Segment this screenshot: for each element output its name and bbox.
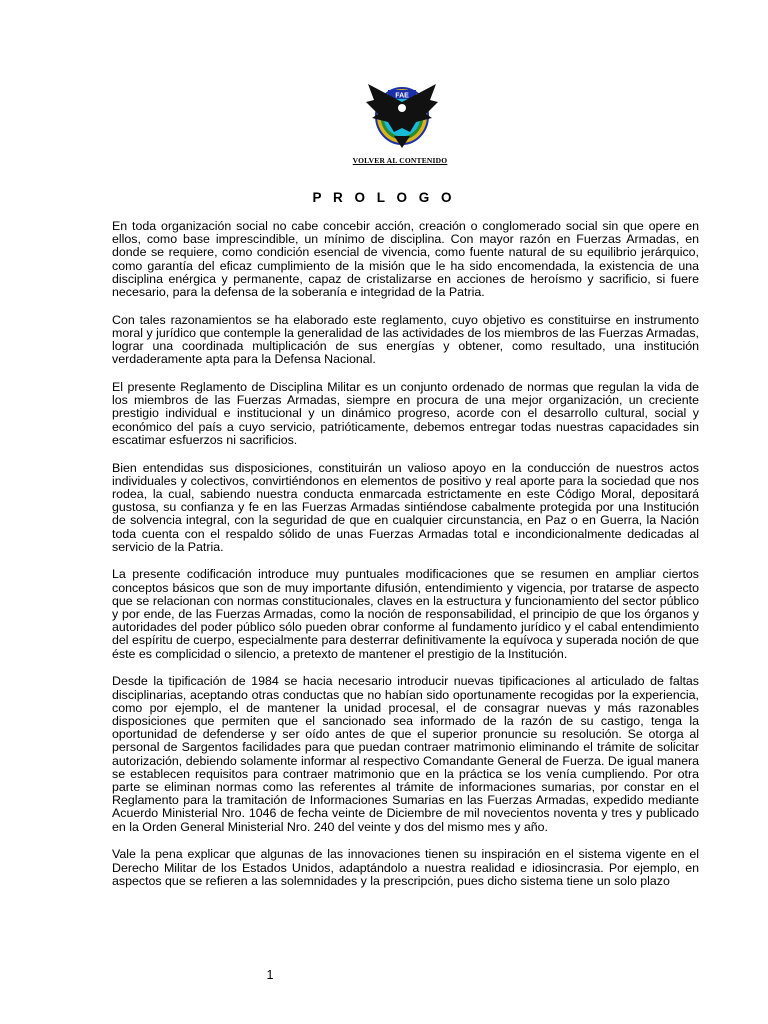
paragraph: Vale la pena explicar que algunas de las innovaciones tienen su inspiración en el sistema vigente en el Derecho Militar de los Estados Unidos, adaptándolo a nuestra realidad e idiosincrasia. Por ejemplo, en aspectos que se refieren a las solemnidades y la prescripción, pues dicho sistema tiene un solo plazo [112,847,699,888]
paragraph: El presente Reglamento de Disciplina Militar es un conjunto ordenado de normas que regulan la vida de los miembros de las Fuerzas Armadas, siempre en procura de una mejor organización, un creciente prestigio individual e institucional y un dinámico progreso, acorde con el desarrollo cultural, social y económico del país a cuyo servicio, patrióticamente, debemos entregar todas nuestras capacidades sin escatimar esfuerzos ni sacrificios. [112,380,699,447]
page-number: 1 [266,968,274,982]
document-body [112,220,699,902]
paragraph: La presente codificación introduce muy puntuales modificaciones que se resumen en ampliar ciertos conceptos básicos que son de muy importante difusión, entendimiento y vigencia, por tratarse de aspecto que se relacionan con normas constitucionales, claves en la estructura y funcionamiento del sector público y por ende, de las Fuerzas Armadas, como la noción de responsabilidad, el principio de que los órganos y autoridades del poder público sólo pueden obrar conforme al fundamento jurídico y el cabal entendimiento del espíritu de cuerpo, especialmente para desterrar definitivamente la equívoca y superada noción de que éste es complicidad o silencio, a pretexto de mantener el prestigio de la Institución. [112,567,699,661]
paragraph: Con tales razonamientos se ha elaborado este reglamento, cuyo objetivo es constituirse en instrumento moral y jurídico que contemple la generalidad de las actividades de los miembros de las Fuerzas Armadas, lograr una coordinada multiplicación de sus energías y obtener, como resultado, una institución verdaderamente apta para la Defensa Nacional. [112,312,699,367]
paragraph: Bien entendidas sus disposiciones, constituirán un valioso apoyo en la conducción de nuestros actos individuales y colectivos, convirtiéndonos en elementos de positivo y real aporte para la sociedad que nos rodea, la cual, sabiendo nuestra conducta enmarcada estrictamente en este Código Moral, depositará gustosa, su confianza y fe en las Fuerzas Armadas sintiéndose cabalmente protegida por una Institución de solvencia integral, con la seguridad de que en cualquier circunstancia, en Paz o en Guerra, la Nación toda cuenta con el respaldo sólido de unas Fuerzas Armadas total e incondicionalmente dedicadas al servicio de la Patria. [112,460,699,554]
paragraph: Desde la tipificación de 1984 se hacia necesario introducir nuevas tipificaciones al articulado de faltas disciplinarias, aceptando otras conductas que no habían sido oportunamente recogidas por la experiencia, como por ejemplo, el de mantener la unidad procesal, el de consagrar nuevas y más razonables disposiciones que permiten que el sancionado sea informado de la razón de su castigo, tenga la oportunidad de defenderse y ser oído antes de que el superior pronuncie su resolución. Se otorga al personal de Sargentos facilidades para que puedan contraer matrimonio eliminando el trámite de solicitar autorización, debiendo solamente informar al respectivo Comandante General de Fuerza. De igual manera se establecen requisitos para contraer matrimonio que en la práctica se los venía cumpliendo. Por otra parte se eliminan normas como las referentes al trámite de informaciones sumarias, por constar en el Reglamento para la tramitación de Informaciones Sumarias en las Fuerzas Armadas, expedido mediante Acuerdo Ministerial Nro. 1046 de fecha veinte de Diciembre de mil novecientos noventa y tres y publicado en la Orden General Ministerial Nro. 240 del veinte y dos del mismo mes y año. [112,674,699,834]
paragraph: En toda organización social no cabe concebir acción, creación o conglomerado social sin que opere en ellos, como base imprescindible, un mínimo de disciplina. Con mayor razón en Fuerzas Armadas, en donde se requiere, como condición esencial de vivencia, como fuente natural de su equilibrio jerárquico, como garantía del eficaz cumplimiento de la misión que le ha sido encomendada, la existencia de una disciplina enérgica y permanente, capaz de cristalizarse en acciones de heroísmo y sacrificio, si fuere necesario, para la defensa de la soberanía e integridad de la Patria. [112,219,699,300]
emblem-lettering: FAE [395,92,409,100]
back-to-contents-link[interactable]: VOLVER AL CONTENIDO [352,156,448,165]
page-title: P R O L O G O [312,190,456,205]
air-force-eagle-emblem-icon [364,72,440,152]
